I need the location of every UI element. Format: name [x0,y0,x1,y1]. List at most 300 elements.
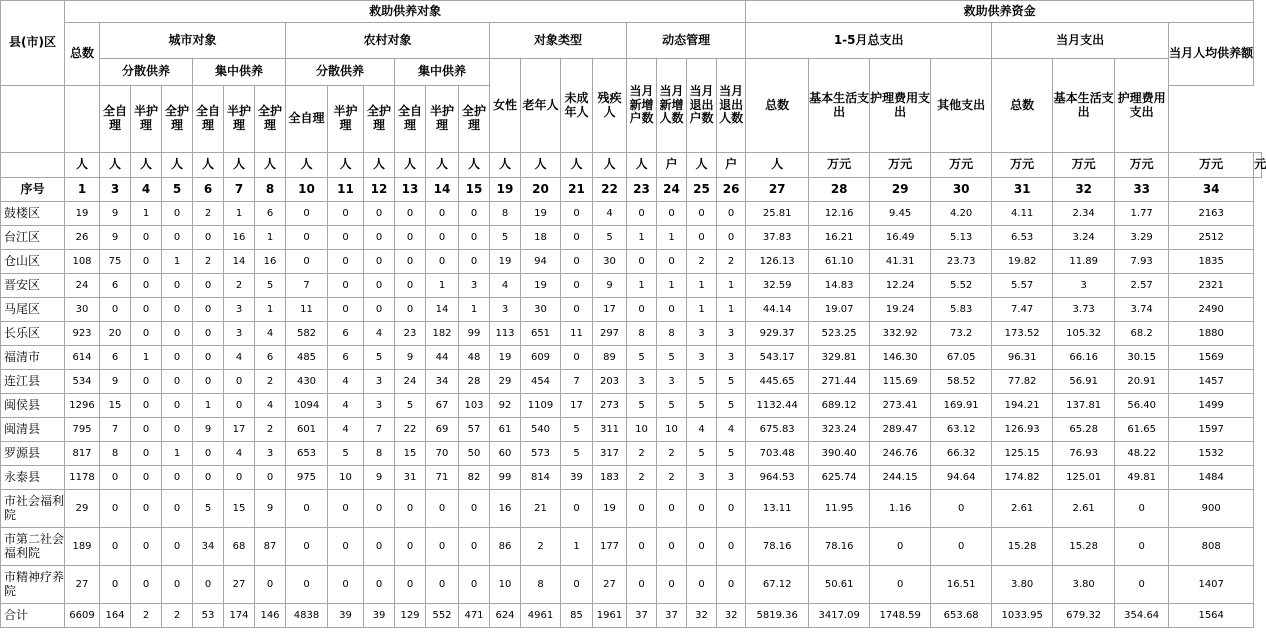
data-cell: 5 [627,394,657,418]
data-cell: 4 [490,274,521,298]
data-cell: 68 [224,528,255,566]
seq-cell: 24 [657,178,687,202]
data-cell: 3 [717,466,746,490]
data-cell: 177 [593,528,627,566]
data-cell: 1880 [1169,322,1254,346]
data-cell: 203 [593,370,627,394]
data-cell: 2321 [1169,274,1254,298]
data-cell: 4 [364,322,395,346]
data-cell: 5 [193,490,224,528]
data-cell: 0 [561,490,593,528]
data-cell: 1835 [1169,250,1254,274]
data-cell: 105.32 [1053,322,1115,346]
data-cell: 0 [1115,566,1169,604]
data-cell: 5 [717,394,746,418]
data-cell: 6 [255,202,286,226]
data-cell: 817 [65,442,100,466]
data-cell: 0 [627,490,657,528]
data-cell: 174.82 [992,466,1053,490]
data-cell: 0 [193,346,224,370]
data-cell: 1132.44 [746,394,809,418]
data-cell: 7 [561,370,593,394]
row-name: 长乐区 [1,322,65,346]
data-cell: 0 [395,566,426,604]
data-cell: 1 [561,528,593,566]
seq-cell: 23 [627,178,657,202]
data-cell: 15.28 [1053,528,1115,566]
data-cell: 0 [162,226,193,250]
data-cell: 246.76 [870,442,931,466]
data-cell: 16 [224,226,255,250]
data-cell: 13.11 [746,490,809,528]
data-cell: 0 [687,226,717,250]
data-cell: 1499 [1169,394,1254,418]
data-cell: 0 [657,490,687,528]
data-cell: 0 [328,528,364,566]
data-cell: 41.31 [870,250,931,274]
data-cell: 39 [561,466,593,490]
data-cell: 7 [364,418,395,442]
data-cell: 0 [395,490,426,528]
data-cell: 0 [286,528,328,566]
data-cell: 61.65 [1115,418,1169,442]
table-row [1,322,1262,346]
unit-cell: 人 [627,153,657,178]
data-cell: 6 [328,346,364,370]
data-cell: 23.73 [931,250,992,274]
data-cell: 1 [255,226,286,250]
data-cell: 5.52 [931,274,992,298]
data-cell: 129 [395,604,426,628]
data-cell: 48.22 [1115,442,1169,466]
data-cell: 10 [490,566,521,604]
seq-cell: 30 [931,178,992,202]
data-cell: 85 [561,604,593,628]
data-cell: 5 [255,274,286,298]
data-cell: 4 [255,322,286,346]
data-cell: 86 [490,528,521,566]
data-cell: 0 [131,442,162,466]
data-cell: 14.83 [809,274,870,298]
data-cell: 0 [328,298,364,322]
data-cell: 4 [687,418,717,442]
data-cell: 3.80 [992,566,1053,604]
data-cell: 0 [255,566,286,604]
table-row [1,566,1262,604]
data-cell: 3 [224,298,255,322]
data-cell: 9.45 [870,202,931,226]
data-cell: 0 [627,298,657,322]
data-cell: 0 [561,346,593,370]
data-cell: 0 [193,370,224,394]
data-cell: 1457 [1169,370,1254,394]
data-cell: 0 [561,274,593,298]
data-cell: 4 [224,346,255,370]
data-cell: 609 [521,346,561,370]
data-cell: 3 [687,346,717,370]
data-cell: 11 [286,298,328,322]
data-cell: 82 [459,466,490,490]
data-cell: 0 [459,528,490,566]
data-cell: 14 [426,298,459,322]
header-total-spacer [65,86,100,153]
data-cell: 1 [162,250,193,274]
data-cell: 10 [657,418,687,442]
seq-cell: 21 [561,178,593,202]
data-cell: 6 [100,274,131,298]
data-cell: 679.32 [1053,604,1115,628]
data-cell: 16.51 [931,566,992,604]
row-name: 永泰县 [1,466,65,490]
data-cell: 3.29 [1115,226,1169,250]
header-basic-living: 基本生活支出 [809,59,870,153]
data-cell: 89 [593,346,627,370]
data-cell: 37 [627,604,657,628]
row-name: 晋安区 [1,274,65,298]
data-cell: 1 [687,274,717,298]
unit-cell: 户 [717,153,746,178]
data-cell: 194.21 [992,394,1053,418]
data-cell: 0 [100,298,131,322]
unit-cell-blank [1,153,65,178]
data-cell: 0 [364,566,395,604]
data-cell: 19 [521,202,561,226]
data-cell: 77.82 [992,370,1053,394]
data-cell: 0 [193,566,224,604]
header-exit-households: 当月退出户数 [687,59,717,153]
data-cell: 15 [100,394,131,418]
data-cell: 311 [593,418,627,442]
data-cell: 146 [255,604,286,628]
data-cell: 11.95 [809,490,870,528]
header-city-centralized-half-care: 半护理 [224,86,255,153]
data-cell: 126.13 [746,250,809,274]
row-name: 连江县 [1,370,65,394]
unit-cell: 人 [328,153,364,178]
data-cell: 1 [131,346,162,370]
table-row [1,528,1262,566]
data-cell: 0 [931,490,992,528]
data-cell: 0 [100,566,131,604]
header-rural-centralized-half-care: 半护理 [426,86,459,153]
data-cell: 50 [459,442,490,466]
data-cell: 3.24 [1053,226,1115,250]
data-cell: 0 [717,566,746,604]
data-cell: 0 [364,202,395,226]
header-month-care-fee: 护理费用支出 [1115,59,1169,153]
data-cell: 534 [65,370,100,394]
data-cell: 1.77 [1115,202,1169,226]
unit-cell: 人 [364,153,395,178]
data-cell: 2 [521,528,561,566]
data-cell: 2 [627,442,657,466]
data-cell: 329.81 [809,346,870,370]
seq-cell: 1 [65,178,100,202]
data-cell: 0 [100,490,131,528]
seq-cell: 7 [224,178,255,202]
data-cell: 6 [328,322,364,346]
data-cell: 70 [426,442,459,466]
data-cell: 0 [717,528,746,566]
data-cell: 10 [627,418,657,442]
data-cell: 19 [490,250,521,274]
data-cell: 31 [395,466,426,490]
table-row [1,418,1262,442]
data-cell: 11 [561,322,593,346]
data-cell: 624 [490,604,521,628]
data-cell: 454 [521,370,561,394]
data-cell: 289.47 [870,418,931,442]
data-cell: 540 [521,418,561,442]
data-cell: 3 [255,442,286,466]
data-cell: 9 [255,490,286,528]
data-cell: 795 [65,418,100,442]
data-cell: 0 [1115,528,1169,566]
data-cell: 573 [521,442,561,466]
data-cell: 0 [687,566,717,604]
data-cell: 0 [328,202,364,226]
data-cell: 75 [100,250,131,274]
data-cell: 0 [627,202,657,226]
data-cell: 1407 [1169,566,1254,604]
data-cell: 1 [627,274,657,298]
data-cell: 126.93 [992,418,1053,442]
data-cell: 169.91 [931,394,992,418]
seq-cell: 10 [286,178,328,202]
data-cell: 174 [224,604,255,628]
data-cell: 675.83 [746,418,809,442]
seq-cell: 11 [328,178,364,202]
data-cell: 0 [131,528,162,566]
data-cell: 0 [131,250,162,274]
data-cell: 2 [687,250,717,274]
data-cell: 0 [627,528,657,566]
seq-label: 序号 [1,178,65,202]
data-cell: 67.12 [746,566,809,604]
data-cell: 5 [328,442,364,466]
seq-cell: 34 [1169,178,1254,202]
data-cell: 0 [687,202,717,226]
header-group-objects: 救助供养对象 [65,1,746,23]
seq-cell: 14 [426,178,459,202]
header-new-households: 当月新增户数 [627,59,657,153]
data-cell: 30 [593,250,627,274]
data-cell: 5.57 [992,274,1053,298]
data-cell: 103 [459,394,490,418]
data-cell: 164 [100,604,131,628]
data-cell: 94 [521,250,561,274]
data-cell: 92 [490,394,521,418]
data-cell: 0 [459,202,490,226]
table-row [1,202,1262,226]
data-cell: 7 [286,274,328,298]
data-cell: 15.28 [992,528,1053,566]
data-cell: 2.61 [992,490,1053,528]
data-cell: 0 [561,298,593,322]
data-cell: 66.16 [1053,346,1115,370]
data-cell: 39 [364,604,395,628]
data-cell: 26 [65,226,100,250]
data-cell: 471 [459,604,490,628]
data-cell: 0 [193,442,224,466]
data-cell: 0 [717,490,746,528]
unit-row [1,153,1262,178]
header-county: 县(市)区 [1,1,65,86]
data-cell: 4 [255,394,286,418]
row-name: 市第二社会福利院 [1,528,65,566]
data-cell: 582 [286,322,328,346]
seq-cell: 5 [162,178,193,202]
data-cell: 5 [687,370,717,394]
data-cell: 5 [395,394,426,418]
seq-cell: 32 [1053,178,1115,202]
data-cell: 625.74 [809,466,870,490]
data-cell: 4 [717,418,746,442]
data-cell: 1 [224,202,255,226]
data-cell: 56.40 [1115,394,1169,418]
data-cell: 975 [286,466,328,490]
data-cell: 19 [521,274,561,298]
data-cell: 73.2 [931,322,992,346]
header-city-scattered-full-care: 全护理 [162,86,193,153]
data-cell: 3 [364,370,395,394]
unit-cell: 万元 [931,153,992,178]
data-cell: 0 [657,202,687,226]
data-cell: 0 [426,202,459,226]
data-cell: 53 [193,604,224,628]
data-cell: 1296 [65,394,100,418]
data-cell: 0 [193,274,224,298]
header-city-scattered: 分散供养 [100,59,193,86]
data-cell: 0 [286,202,328,226]
data-cell: 44.14 [746,298,809,322]
data-cell: 1 [193,394,224,418]
data-cell: 183 [593,466,627,490]
header-city-centralized-full-care: 全护理 [255,86,286,153]
header-city-scattered-full-self: 全自理 [100,86,131,153]
seq-cell: 15 [459,178,490,202]
data-cell: 0 [395,274,426,298]
header-object-type: 对象类型 [490,23,627,59]
data-cell: 0 [328,226,364,250]
data-cell: 27 [224,566,255,604]
data-cell: 5 [687,394,717,418]
data-cell: 0 [687,490,717,528]
data-cell: 273 [593,394,627,418]
data-cell: 0 [395,528,426,566]
seq-cell: 28 [809,178,870,202]
header-spend-jan-may: 1-5月总支出 [746,23,992,59]
data-cell: 96.31 [992,346,1053,370]
data-cell: 19.82 [992,250,1053,274]
data-cell: 99 [490,466,521,490]
data-cell: 0 [328,274,364,298]
data-cell: 0 [657,298,687,322]
seq-cell: 27 [746,178,809,202]
data-cell: 49.81 [1115,466,1169,490]
data-cell: 0 [286,566,328,604]
data-cell: 19 [593,490,627,528]
data-cell: 900 [1169,490,1254,528]
data-cell: 0 [395,226,426,250]
data-cell: 27 [593,566,627,604]
table-row [1,274,1262,298]
data-cell: 0 [459,250,490,274]
total-row [1,604,1262,628]
data-cell: 3 [490,298,521,322]
header-rural-scattered-half-care: 半护理 [328,86,364,153]
data-cell: 4 [224,442,255,466]
unit-cell: 人 [561,153,593,178]
data-cell: 137.81 [1053,394,1115,418]
data-cell: 0 [426,250,459,274]
data-cell: 543.17 [746,346,809,370]
data-cell: 2.61 [1053,490,1115,528]
header-per-capita: 当月人均供养额 [1169,23,1254,86]
header-rural-objects: 农村对象 [286,23,490,59]
data-cell: 3.74 [1115,298,1169,322]
data-cell: 4 [328,418,364,442]
data-cell: 2 [657,466,687,490]
data-cell: 21 [521,490,561,528]
data-cell: 69 [426,418,459,442]
data-cell: 2 [224,274,255,298]
data-cell: 0 [100,466,131,490]
data-cell: 4961 [521,604,561,628]
data-cell: 0 [162,346,193,370]
data-cell: 9 [593,274,627,298]
data-cell: 297 [593,322,627,346]
data-cell: 445.65 [746,370,809,394]
data-cell: 273.41 [870,394,931,418]
data-cell: 1597 [1169,418,1254,442]
unit-cell: 万元 [1169,153,1254,178]
data-cell: 2 [717,250,746,274]
row-name: 罗源县 [1,442,65,466]
data-cell: 1033.95 [992,604,1053,628]
data-cell: 0 [657,528,687,566]
data-cell: 0 [162,370,193,394]
data-cell: 0 [286,250,328,274]
unit-cell: 人 [490,153,521,178]
seq-cell: 33 [1115,178,1169,202]
data-cell: 1564 [1169,604,1254,628]
header-spend-total: 总数 [746,59,809,153]
data-cell: 67.05 [931,346,992,370]
data-cell: 0 [162,466,193,490]
data-cell: 16 [255,250,286,274]
header-total: 总数 [65,23,100,86]
data-cell: 15 [224,490,255,528]
header-rural-centralized: 集中供养 [395,59,490,86]
unit-cell: 元 [1254,153,1262,178]
data-cell: 0 [364,274,395,298]
data-cell: 4 [593,202,627,226]
header-city-centralized-full-self: 全自理 [193,86,224,153]
data-cell: 0 [286,490,328,528]
data-cell: 3 [459,274,490,298]
data-cell: 9 [100,226,131,250]
data-cell: 146.30 [870,346,931,370]
row-name: 台江区 [1,226,65,250]
seq-cell: 4 [131,178,162,202]
data-cell: 57 [459,418,490,442]
data-cell: 30.15 [1115,346,1169,370]
data-cell: 9 [364,466,395,490]
data-cell: 2.34 [1053,202,1115,226]
data-cell: 1 [131,202,162,226]
data-cell: 1532 [1169,442,1254,466]
